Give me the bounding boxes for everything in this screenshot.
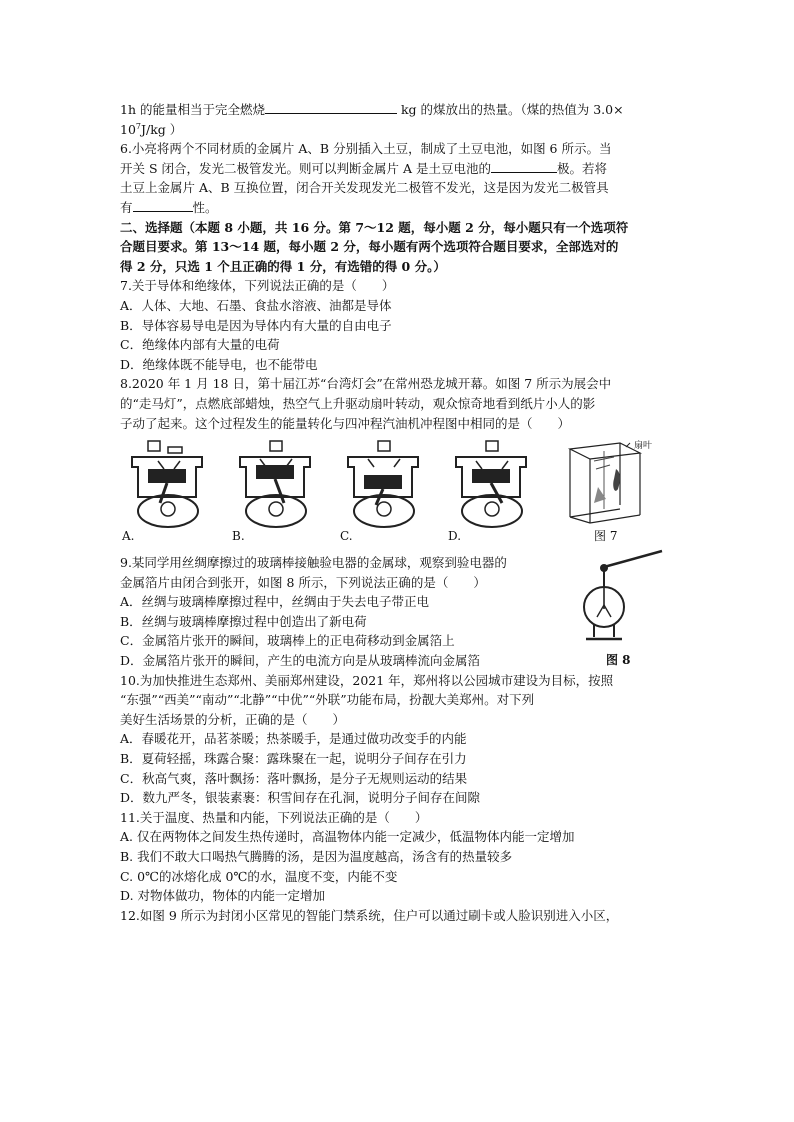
- q10-line2: “东强”“西美”“南动”“北静”“中优”“外联”功能布局，扮靓大美郑州。对下列: [120, 692, 535, 708]
- engine-label-d: D.: [448, 529, 462, 544]
- engine-label-a: A.: [122, 529, 135, 544]
- q9-option-b[interactable]: B．丝绸与玻璃棒摩擦过程中创造出了新电荷: [120, 613, 367, 629]
- engine-stroke-a-icon[interactable]: [122, 439, 214, 531]
- q9-option-c[interactable]: C．金属箔片张开的瞬间，玻璃棒上的正电荷移动到金属箔上: [120, 633, 455, 649]
- q9-option-d[interactable]: D．金属箔片张开的瞬间，产生的电流方向是从玻璃棒流向金属箔: [120, 653, 481, 669]
- q7-option-a[interactable]: A．人体、大地、石墨、食盐水溶液、油都是导体: [120, 297, 392, 313]
- q7-stem: 7.关于导体和绝缘体，下列说法正确的是（ ）: [120, 278, 395, 294]
- engine-label-b: B.: [232, 529, 245, 544]
- q11-option-a[interactable]: A. 仅在两物体之间发生热传递时，高温物体内能一定减少，低温物体内能一定增加: [120, 829, 575, 845]
- q12-line1: 12.如图 9 所示为封闭小区常见的智能门禁系统，住户可以通过刷卡或人脸识别进入小区，: [120, 907, 619, 923]
- q9-line1: 9.某同学用丝绸摩擦过的玻璃棒接触验电器的金属球，观察到验电器的: [120, 555, 507, 571]
- figure-7-label: 图 7: [594, 529, 618, 544]
- q8-line2: 的“走马灯”，点燃底部蜡烛，热空气上升驱动扇叶转动，观众惊奇地看到纸片小人的影: [120, 395, 596, 411]
- revolving-lantern-icon: [564, 439, 644, 525]
- q10-option-b[interactable]: B．夏荷轻摇，珠露合聚：露珠聚在一起，说明分子间存在引力: [120, 751, 467, 767]
- q7-option-d[interactable]: D．绝缘体既不能导电，也不能带电: [120, 356, 318, 372]
- q7-option-c[interactable]: C．绝缘体内部有大量的电荷: [120, 337, 280, 353]
- q10-option-d[interactable]: D．数九严冬，银装素裹：积雪间存在孔洞，说明分子间存在间隙: [120, 790, 481, 806]
- section2-heading-line1: 二、选择题（本题 8 小题，共 16 分。第 7～12 题，每小题 2 分，每小题只有一个选项符: [120, 219, 629, 235]
- q11-option-d[interactable]: D. 对物体做功，物体的内能一定增加: [120, 888, 326, 904]
- q5-answer-blank[interactable]: [265, 100, 397, 114]
- q10-option-a[interactable]: A．春暖花开，品茗茶暖；热茶暖手，是通过做功改变手的内能: [120, 731, 467, 747]
- q5-tail-line2: $10^7J/kg$ ）: [120, 121, 183, 137]
- q6-line2: 开关 S 闭合，发光二极管发光。则可以判断金属片 A 是土豆电池的 极。若将: [120, 160, 608, 176]
- section2-heading-line3: 得 2 分，只选 1 个且正确的得 1 分，有选错的得 0 分。）: [120, 258, 446, 274]
- exam-page: [120, 100, 680, 925]
- engine-stroke-c-icon[interactable]: [338, 439, 430, 531]
- q9-option-a[interactable]: A．丝绸与玻璃棒摩擦过程中，丝绸由于失去电子带正电: [120, 594, 430, 610]
- engine-stroke-b-icon[interactable]: [230, 439, 322, 531]
- q6-line4: 有 性。: [120, 199, 218, 215]
- q8-line1: 8.2020 年 1 月 18 日，第十届江苏“台湾灯会”在常州恐龙城开幕。如图 7 所示为展会中: [120, 376, 612, 392]
- q11-option-b[interactable]: B. 我们不敢大口喝热气腾腾的汤，是因为温度越高，汤含有的热量较多: [120, 849, 513, 864]
- engine-label-c: C.: [340, 529, 353, 544]
- engine-stroke-d-icon[interactable]: [446, 439, 538, 531]
- q10-line1: 10.为加快推进生态郑州、美丽郑州建设，2021 年，郑州将以公园城市建设为目标，按照: [120, 672, 614, 688]
- electroscope-icon: [580, 547, 666, 647]
- q11-option-c[interactable]: C. 0℃的冰熔化成 0℃的水，温度不变，内能不变: [120, 868, 398, 884]
- q7-option-b[interactable]: B．导体容易导电是因为导体内有大量的自由电子: [120, 317, 392, 333]
- q6-property-blank[interactable]: [133, 198, 193, 212]
- q5-tail-line1: 1h 的能量相当于完全燃烧 kg 的煤放出的热量。（煤的热值为 3.0×: [120, 102, 624, 117]
- q9-block: [120, 553, 680, 671]
- fan-blade-label: 扇叶: [634, 441, 653, 452]
- q8-line3: 子动了起来。这个过程发生的能量转化与四冲程汽油机冲程图中相同的是（ ）: [120, 415, 571, 431]
- q9-line2: 金属箔片由闭合到张开，如图 8 所示，下列说法正确的是（ ）: [120, 574, 486, 590]
- q6-line1: 6.小亮将两个不同材质的金属片 A、B 分别插入土豆，制成了土豆电池，如图 6 所示。当: [120, 141, 612, 157]
- figure-8-label: 图 8: [606, 653, 631, 668]
- q6-line3: 土豆上金属片 A、B 互换位置，闭合开关发现发光二极管不发光，这是因为发光二极管具: [120, 180, 609, 196]
- q10-line3: 美好生活场景的分析，正确的是（ ）: [120, 711, 346, 727]
- q6-pole-blank[interactable]: [491, 159, 557, 173]
- q11-stem: 11.关于温度、热量和内能，下列说法正确的是（ ）: [120, 809, 428, 825]
- section2-heading-line2: 合题目要求。第 13～14 题，每小题 2 分，每小题有两个选项符合题目要求，全部选对的: [120, 239, 619, 255]
- q10-option-c[interactable]: C．秋高气爽，落叶飘扬：落叶飘扬，是分子无规则运动的结果: [120, 770, 468, 786]
- q8-figure-row: [120, 439, 680, 549]
